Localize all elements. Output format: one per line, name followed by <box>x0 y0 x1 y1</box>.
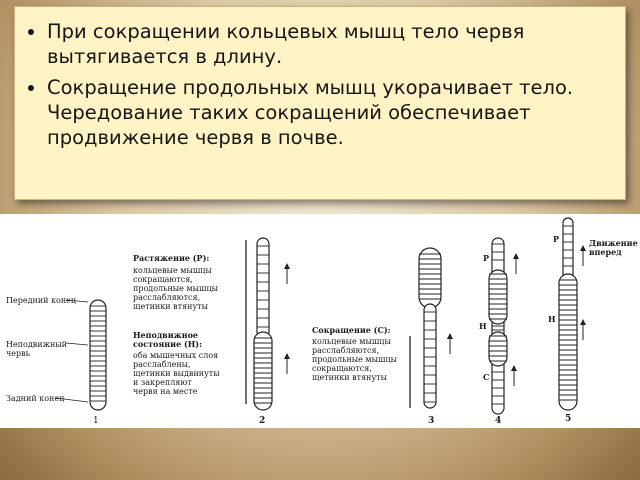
still-title-1: Неподвижное <box>133 330 199 340</box>
label-back-end: Задний конец <box>6 394 65 403</box>
label-p-worm-5: Р <box>553 234 560 244</box>
contraction-line-1: кольцевые мышцы <box>312 337 391 346</box>
still-title-2: состояние (Н): <box>133 339 203 349</box>
label-h-worm-4: Н <box>479 321 487 331</box>
label-c-worm-4: С <box>483 372 490 382</box>
label-front-end: Передний конец <box>6 296 77 305</box>
contraction-line-3: продольные мышцы <box>312 355 397 364</box>
label-fixed-worm-1: Неподвижный <box>6 340 68 349</box>
worm-movement-figure <box>0 214 640 428</box>
stretch-line-4: расслабляются, <box>133 293 201 302</box>
label-h-worm-5: Н <box>548 314 556 324</box>
contraction-title: Сокращение (С): <box>312 325 391 335</box>
stage-number-5: 5 <box>565 414 572 424</box>
bullet-list <box>15 7 625 150</box>
contraction-line-5: щетинки втянуты <box>312 373 387 382</box>
stage-number-1: 1 <box>93 416 99 426</box>
contraction-line-2: расслабляются, <box>312 346 380 355</box>
worm-1 <box>90 300 106 410</box>
stretch-line-1: кольцевые мышцы <box>133 266 212 275</box>
label-fixed-worm-2: червь <box>6 349 31 358</box>
bullet-longitudinal-muscles: • Сокращение продольных мышц укорачивает тело. Чередование таких сокращений обеспечивает продвижение червя в почве. <box>47 75 607 150</box>
worm-3 <box>419 248 441 408</box>
still-line-3: щетинки выдвинуты <box>133 369 220 378</box>
label-forward-1: Движение <box>589 238 638 248</box>
worm-4 <box>489 238 507 414</box>
still-line-1: оба мышечных слоя <box>133 351 219 360</box>
stage-number-4: 4 <box>495 416 502 426</box>
stage-number-2: 2 <box>259 416 266 426</box>
worm-2 <box>254 238 272 410</box>
stretch-title: Растяжение (Р): <box>133 253 210 263</box>
still-line-2: расслаблены, <box>133 360 191 369</box>
stretch-line-3: продольные мышцы <box>133 284 218 293</box>
stage-number-3: 3 <box>428 416 435 426</box>
label-forward-2: вперед <box>589 247 622 257</box>
text-panel <box>14 6 626 200</box>
worm-5 <box>559 218 577 410</box>
still-line-5: червя на месте <box>133 387 198 396</box>
label-p-worm-4: Р <box>483 253 490 263</box>
stretch-line-5: щетинки втянуты <box>133 302 208 311</box>
bullet-ring-muscles: • При сокращении кольцевых мышц тело червя вытягивается в длину. <box>47 19 607 69</box>
contraction-line-4: сокращаются, <box>312 364 372 373</box>
stretch-line-2: сокращаются, <box>133 275 193 284</box>
still-line-4: и закрепляют <box>133 378 192 387</box>
